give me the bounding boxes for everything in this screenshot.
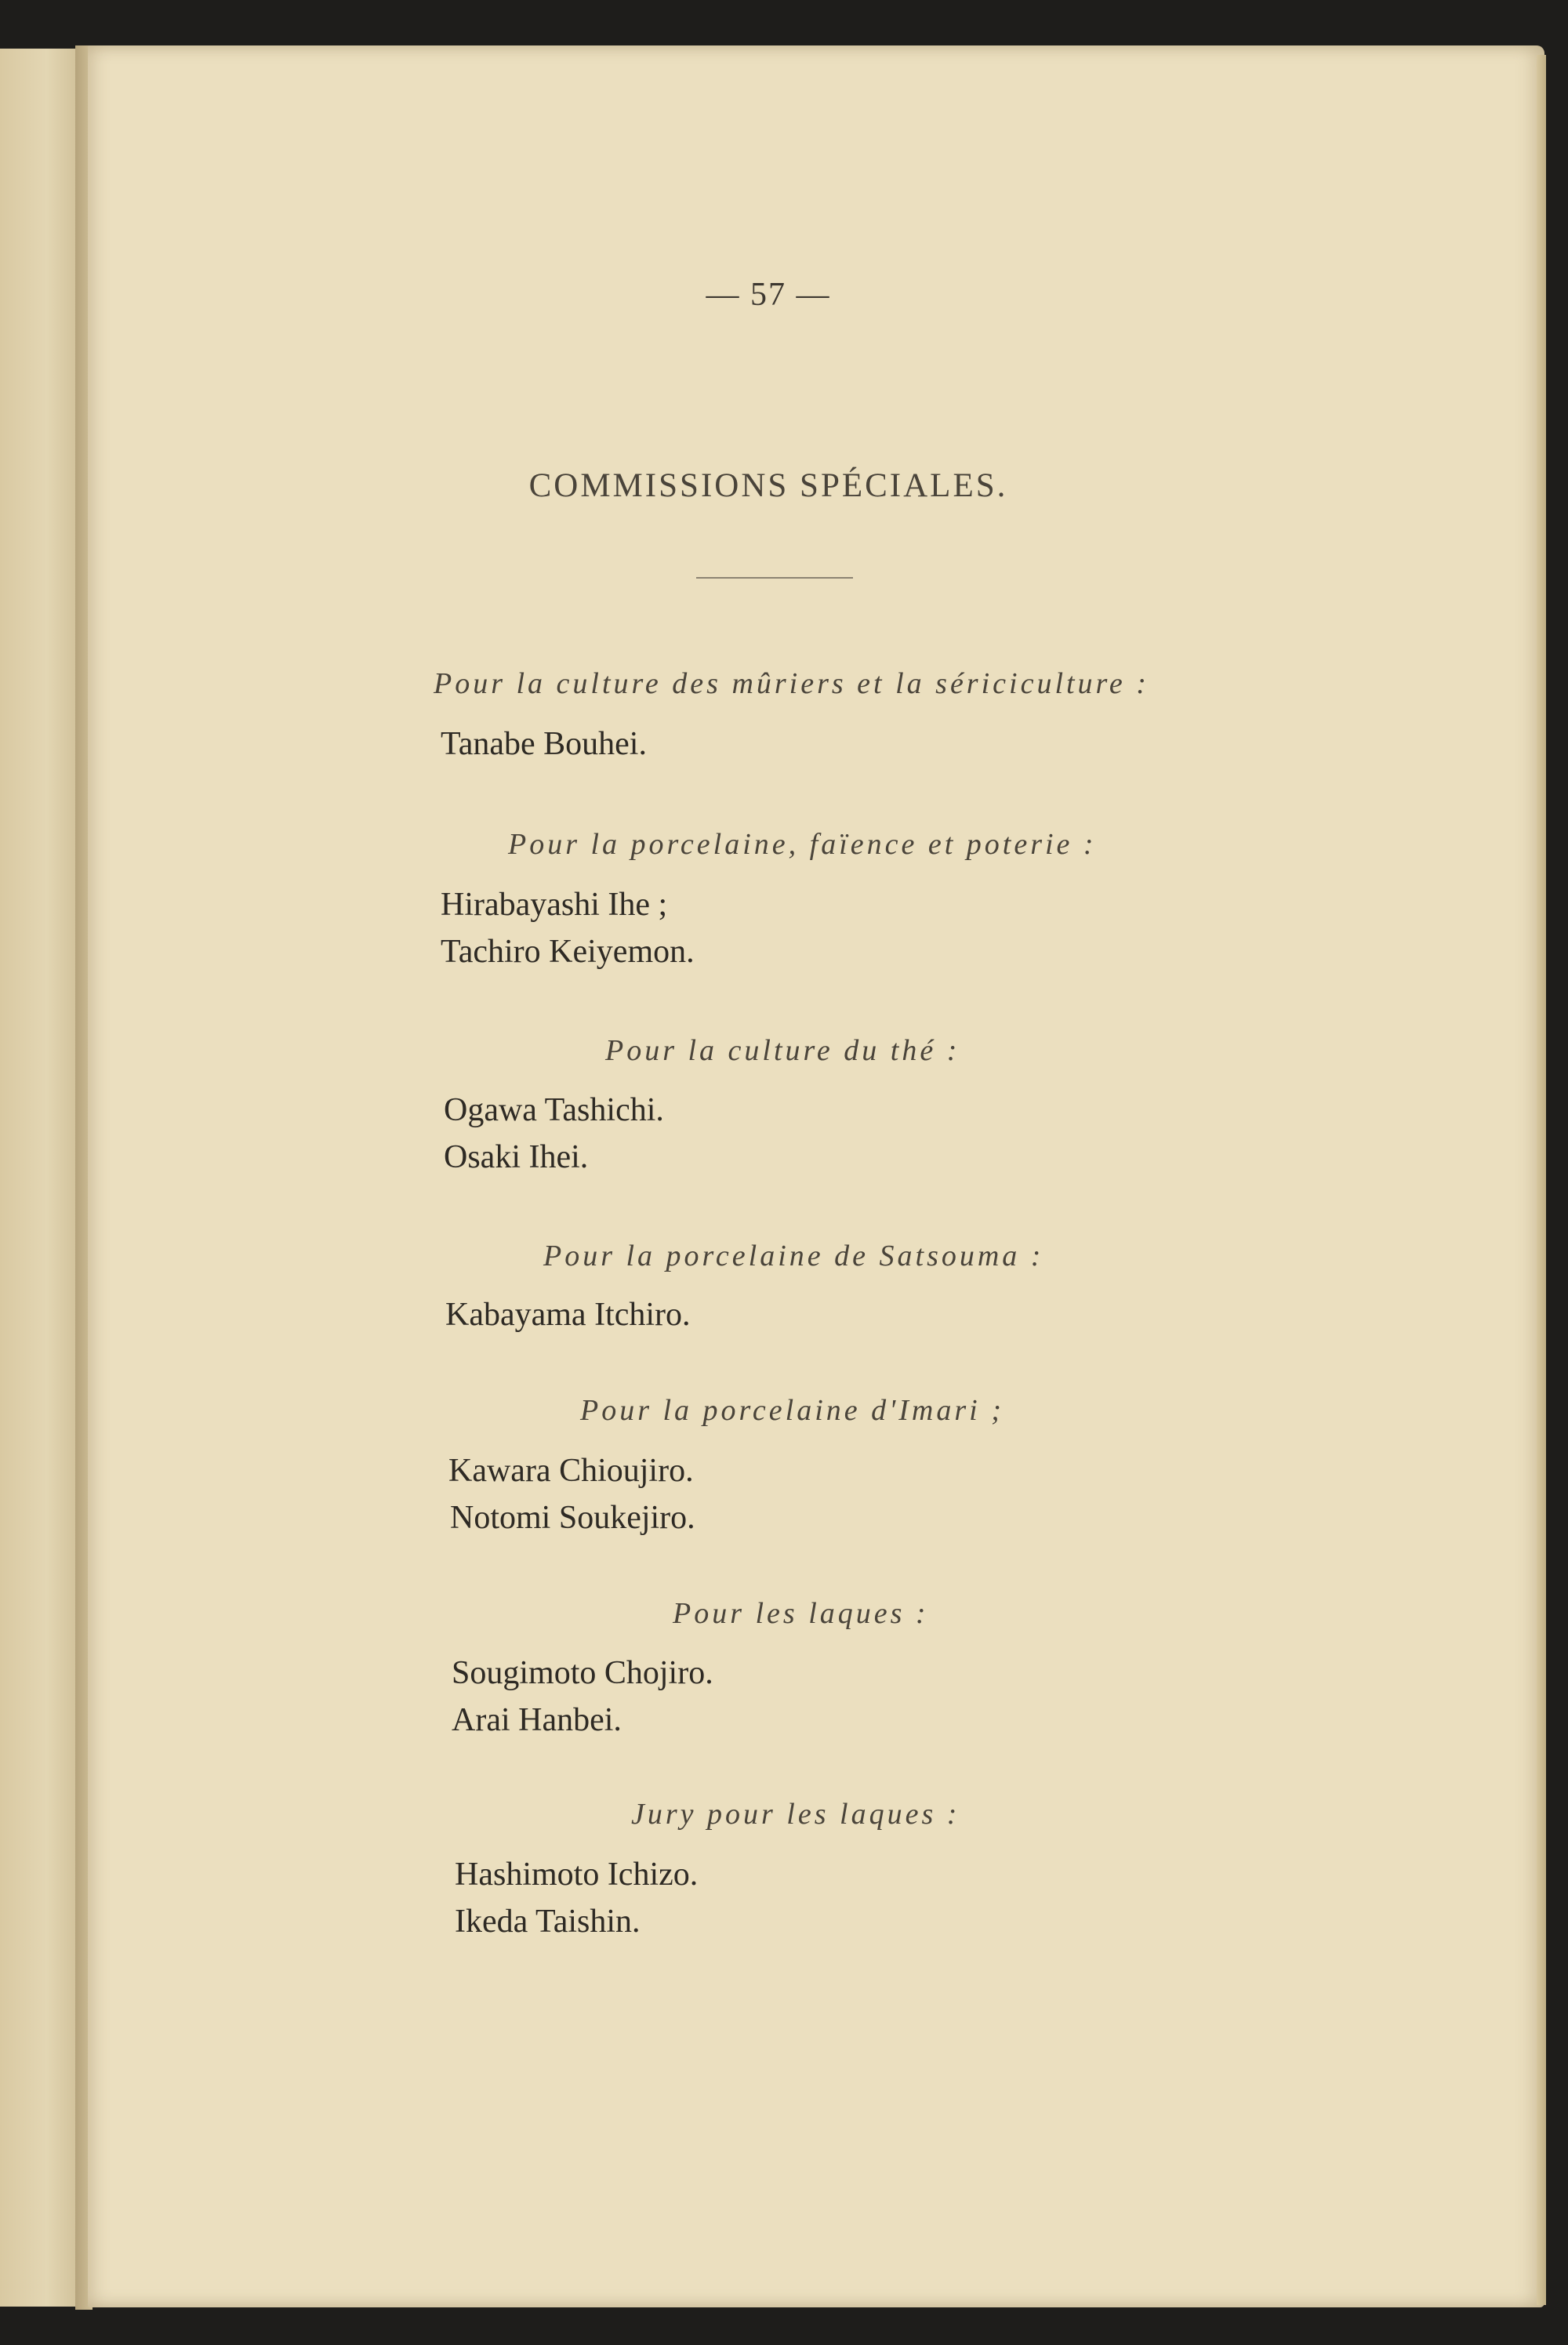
page-title: COMMISSIONS SPÉCIALES. [528,467,1008,504]
page-number: — 57 — [706,277,831,313]
book-page [88,45,1544,2307]
left-page-edge [0,49,85,2307]
member-name: Ogawa Tashichi. [444,1092,664,1128]
member-name: Kawara Chioujiro. [448,1453,694,1489]
member-name: Hashimoto Ichizo. [455,1857,699,1893]
member-name: Notomi Soukejiro. [450,1500,695,1536]
section-heading-laques: Pour les laques : [673,1597,929,1630]
section-heading-satsouma: Pour la porcelaine de Satsouma : [543,1240,1044,1272]
member-name: Hirabayashi Ihe ; [441,887,668,923]
section-heading-imari: Pour la porcelaine d'Imari ; [580,1394,1004,1427]
section-heading-porcelaine-faience: Pour la porcelaine, faïence et poterie : [508,828,1097,861]
member-name: Arai Hanbei. [452,1702,622,1738]
page-stack-edge [1537,55,1546,2305]
member-name: Kabayama Itchiro. [445,1297,691,1333]
section-heading-jury-laques: Jury pour les laques : [631,1798,960,1831]
section-heading-the: Pour la culture du thé : [605,1034,960,1067]
member-name: Sougimoto Chojiro. [452,1655,713,1691]
member-name: Tachiro Keiyemon. [441,934,695,970]
member-name: Tanabe Bouhei. [441,726,647,762]
member-name: Osaki Ihei. [444,1139,589,1175]
section-heading-sericulture: Pour la culture des mûriers et la sériciculture : [434,667,1149,700]
member-name: Ikeda Taishin. [455,1904,641,1940]
title-divider [696,577,853,579]
